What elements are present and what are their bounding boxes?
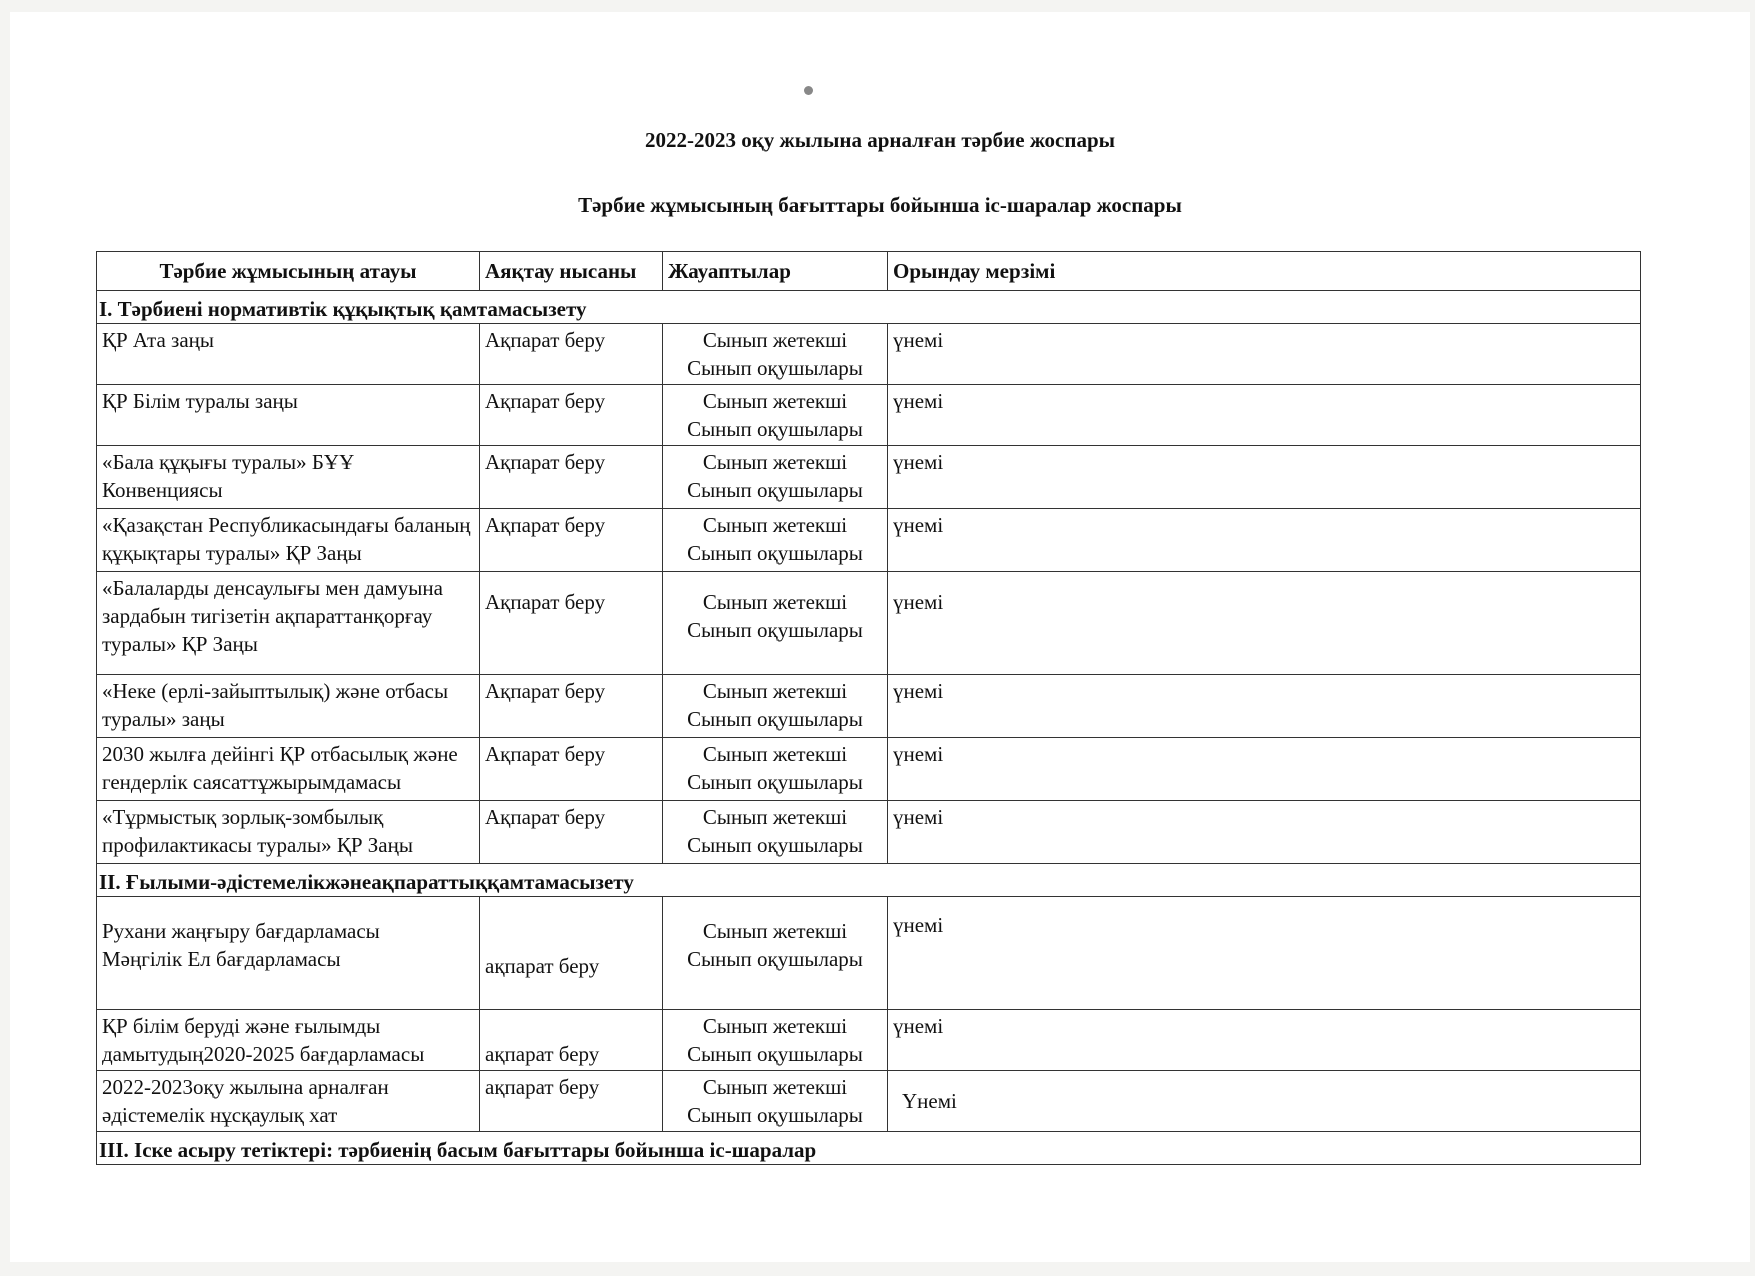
responsible-line: Сынып оқушылары: [687, 417, 863, 441]
table-row: [97, 509, 1641, 572]
responsible-line: Сынып оқушылары: [687, 478, 863, 502]
responsible-line: Сынып жетекші: [702, 919, 848, 943]
responsible-cell: [663, 1010, 888, 1071]
due-date: үнемі: [888, 572, 1641, 675]
due-date: үнемі: [888, 801, 1641, 864]
responsible-line: Сынып жетекші: [702, 1014, 848, 1038]
table-row: [97, 897, 1641, 1010]
completion-form: ақпарат беру: [480, 1010, 663, 1071]
completion-form: ақпарат беру: [480, 1071, 663, 1132]
section-row: [97, 864, 1641, 897]
activity-name: [97, 1010, 480, 1071]
responsible-cell: [663, 1071, 888, 1132]
table-row: [97, 572, 1641, 675]
activity-line: Рухани жаңғыру бағдарламасы: [102, 919, 380, 943]
completion-form: Ақпарат беру: [480, 801, 663, 864]
activity-line: ҚР білім беруді және ғылымды: [102, 1014, 381, 1038]
table-row: [97, 675, 1641, 738]
section-row: [97, 1132, 1641, 1165]
header-cell: Аяқтау нысаны: [480, 252, 663, 291]
completion-form: Ақпарат беру: [480, 738, 663, 801]
punch-hole-mark: [804, 86, 813, 95]
table-row: [97, 738, 1641, 801]
completion-form: Ақпарат беру: [480, 509, 663, 572]
responsible-line: Сынып жетекші: [702, 1075, 848, 1099]
plan-table: [96, 251, 1641, 1165]
activity-name: [97, 897, 480, 1010]
responsible-line: Сынып жетекші: [702, 679, 848, 703]
due-date: үнемі: [888, 446, 1641, 509]
activity-line: дамытудың2020-2025 бағдарламасы: [102, 1042, 425, 1066]
table-row: [97, 801, 1641, 864]
table-row: [97, 446, 1641, 509]
header-cell: Тәрбие жұмысының атауы: [97, 252, 480, 291]
responsible-line: Сынып жетекші: [702, 450, 848, 474]
responsible-line: Сынып оқушылары: [687, 1103, 863, 1127]
responsible-line: Сынып жетекші: [702, 513, 848, 537]
responsible-cell: [663, 801, 888, 864]
responsible-line: Сынып оқушылары: [687, 770, 863, 794]
completion-form: Ақпарат беру: [480, 675, 663, 738]
table-row: [97, 1071, 1641, 1132]
document-title: 2022-2023 оқу жылына арналған тәрбие жоспары: [644, 128, 1116, 152]
section-heading: ІІІ. Іске асыру тетіктері: тәрбиенің басым бағыттары бойынша іс-шаралар: [97, 1132, 1641, 1165]
due-date: Үнемі: [888, 1071, 1641, 1132]
activity-name: «Неке (ерлі-зайыптылық) және отбасы туралы» заңы: [97, 675, 480, 738]
responsible-cell: [663, 738, 888, 801]
activity-line: әдістемелік нұсқаулық хат: [102, 1103, 338, 1127]
activity-name: ҚР Ата заңы: [97, 324, 480, 385]
responsible-line: Сынып оқушылары: [687, 947, 863, 971]
responsible-cell: [663, 324, 888, 385]
responsible-cell: [663, 385, 888, 446]
section-heading: ІІ. Ғылыми-әдістемелікжәнеақпараттыққамтамасызету: [97, 864, 1641, 897]
responsible-line: Сынып оқушылары: [687, 356, 863, 380]
activity-name: «Бала құқығы туралы» БҰҰ Конвенциясы: [97, 446, 480, 509]
responsible-line: Сынып оқушылары: [687, 1042, 863, 1066]
section-row: [97, 291, 1641, 324]
responsible-cell: [663, 675, 888, 738]
responsible-line: Сынып жетекші: [702, 742, 848, 766]
activity-name: 2030 жылға дейінгі ҚР отбасылық және гендерлік саясаттұжырымдамасы: [97, 738, 480, 801]
table-row: [97, 324, 1641, 385]
responsible-line: Сынып жетекші: [702, 590, 848, 614]
responsible-cell: [663, 446, 888, 509]
section-heading: І. Тәрбиені нормативтік құқықтық қамтамасызету: [97, 291, 1641, 324]
activity-name: [97, 1071, 480, 1132]
due-date: үнемі: [888, 324, 1641, 385]
responsible-line: Сынып жетекші: [702, 328, 848, 352]
activity-name: «Қазақстан Республикасындағы баланың құқықтары туралы» ҚР Заңы: [97, 509, 480, 572]
responsible-line: Сынып жетекші: [702, 805, 848, 829]
due-date: үнемі: [888, 897, 1641, 1010]
header-cell: Жауаптылар: [663, 252, 888, 291]
document-subtitle: Тәрбие жұмысының бағыттары бойынша іс-шаралар жоспары: [578, 193, 1182, 217]
activity-name: ҚР Білім туралы заңы: [97, 385, 480, 446]
responsible-line: Сынып оқушылары: [687, 707, 863, 731]
table-row: [97, 1010, 1641, 1071]
table-header-row: [97, 252, 1641, 291]
activity-line: Мәңгілік Ел бағдарламасы: [102, 947, 341, 971]
activity-line: 2022-2023оқу жылына арналған: [102, 1075, 389, 1099]
due-date: үнемі: [888, 509, 1641, 572]
completion-form: Ақпарат беру: [480, 324, 663, 385]
responsible-line: Сынып оқушылары: [687, 833, 863, 857]
responsible-line: Сынып оқушылары: [687, 618, 863, 642]
due-date: үнемі: [888, 1010, 1641, 1071]
responsible-line: Сынып оқушылары: [687, 541, 863, 565]
completion-form: Ақпарат беру: [480, 385, 663, 446]
completion-form: Ақпарат беру: [480, 446, 663, 509]
completion-form: Ақпарат беру: [480, 572, 663, 675]
responsible-cell: [663, 897, 888, 1010]
due-date: үнемі: [888, 675, 1641, 738]
responsible-line: Сынып жетекші: [702, 389, 848, 413]
due-date: үнемі: [888, 385, 1641, 446]
responsible-cell: [663, 572, 888, 675]
header-cell: Орындау мерзімі: [888, 252, 1641, 291]
table-row: [97, 385, 1641, 446]
completion-form: ақпарат беру: [480, 897, 663, 1010]
activity-name: «Балаларды денсаулығы мен дамуына зардабын тигізетін ақпараттанқорғау туралы» ҚР Заңы: [97, 572, 480, 675]
responsible-cell: [663, 509, 888, 572]
due-date: үнемі: [888, 738, 1641, 801]
activity-name: «Тұрмыстық зорлық-зомбылық профилактикасы туралы» ҚР Заңы: [97, 801, 480, 864]
